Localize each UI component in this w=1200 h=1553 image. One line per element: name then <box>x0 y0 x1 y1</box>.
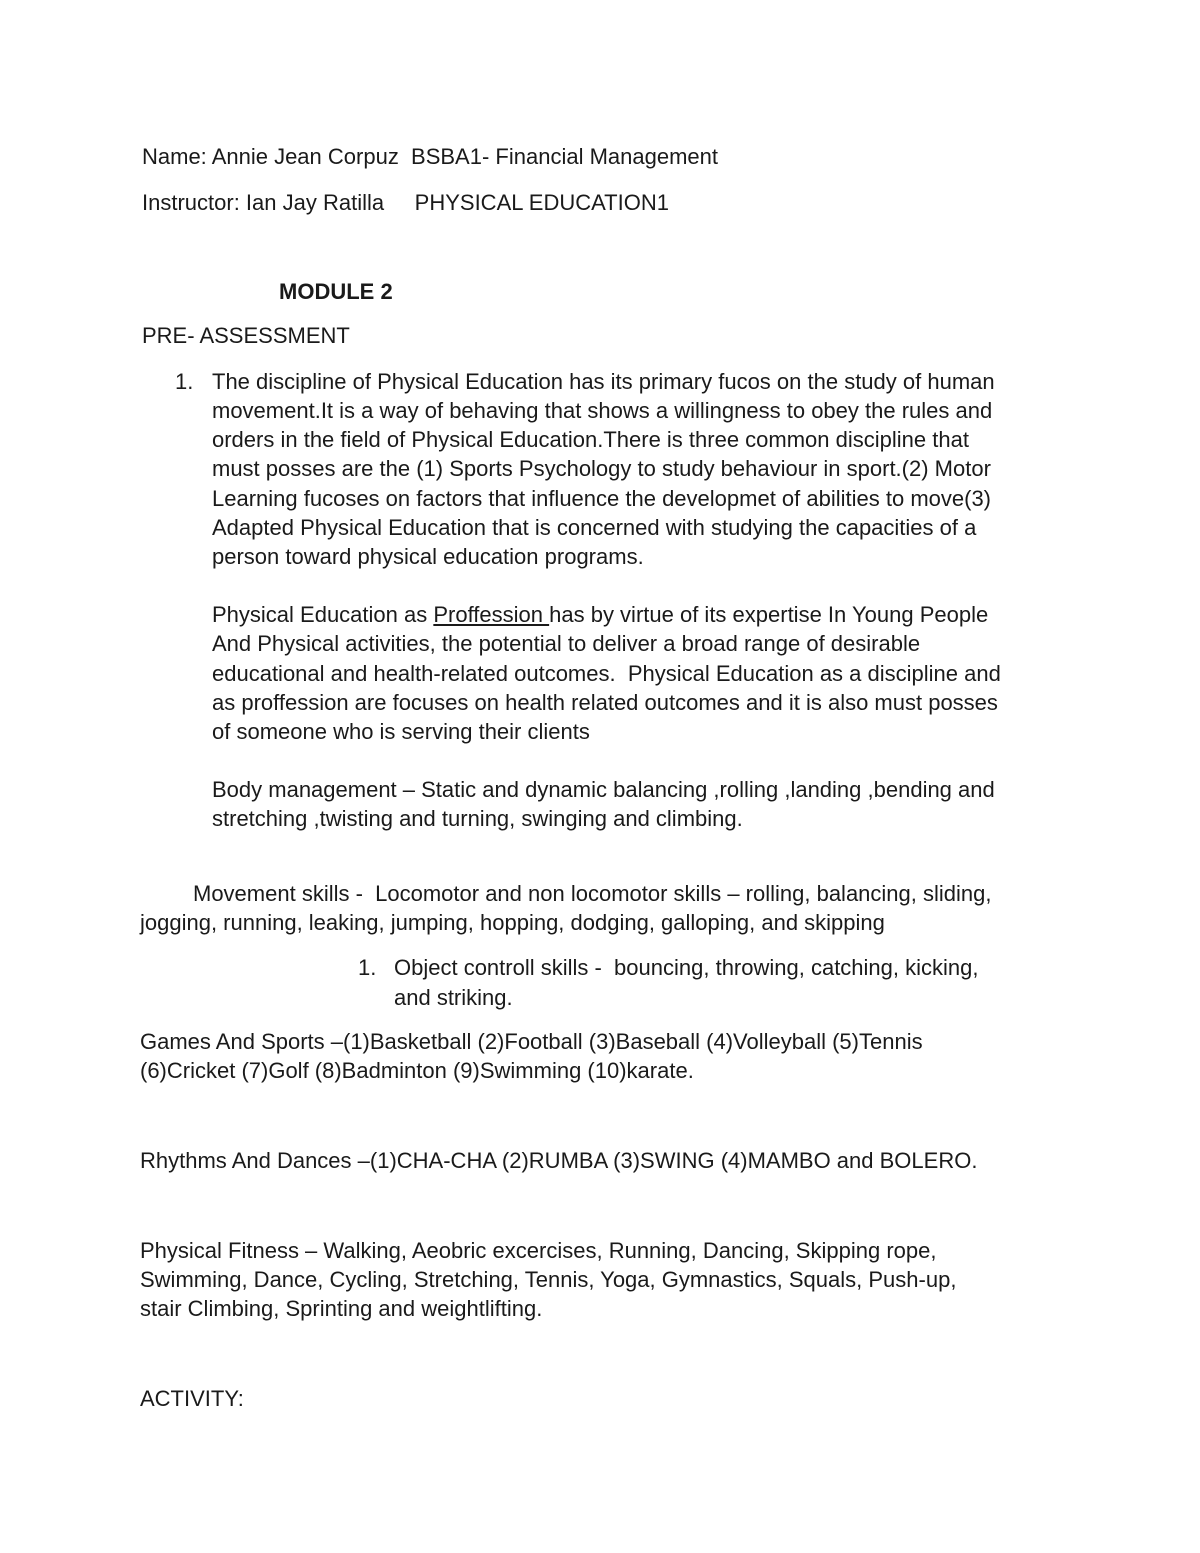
physical-fitness-line: Swimming, Dance, Cycling, Stretching, Tennis, Yoga, Gymnastics, Squals, Push-up, <box>140 1267 957 1292</box>
item1-line: Learning fucoses on factors that influence the developmet of abilities to move(3) <box>212 486 992 511</box>
instructor-line: Instructor: Ian Jay Ratilla PHYSICAL EDUCATION1 <box>142 190 669 215</box>
pre-assessment-heading: PRE- ASSESSMENT <box>142 323 350 348</box>
body-management-line: stretching ,twisting and turning, swinging and climbing. <box>212 806 743 831</box>
profession-line: of someone who is serving their clients <box>212 719 590 744</box>
rhythms-dances-line: Rhythms And Dances –(1)CHA-CHA (2)RUMBA (3)SWING (4)MAMBO and BOLERO. <box>140 1148 978 1173</box>
module-title: MODULE 2 <box>279 279 393 304</box>
item1-line: The discipline of Physical Education has its primary fucos on the study of human <box>212 369 995 394</box>
profession-line: And Physical activities, the potential to deliver a broad range of desirable <box>212 631 921 656</box>
activity-heading: ACTIVITY: <box>140 1386 244 1411</box>
profession-prefix: Physical Education as <box>212 602 434 627</box>
physical-fitness-line: Physical Fitness – Walking, Aeobric excercises, Running, Dancing, Skipping rope, <box>140 1238 937 1263</box>
item1-line: must posses are the (1) Sports Psychology to study behaviour in sport.(2) Motor <box>212 456 991 481</box>
object-control-line: and striking. <box>394 985 513 1010</box>
movement-skills-line: jogging, running, leaking, jumping, hopping, dodging, galloping, and skipping <box>140 910 885 935</box>
item1-line: movement.It is a way of behaving that shows a willingness to obey the rules and <box>212 398 993 423</box>
item1-line: Adapted Physical Education that is concerned with studying the capacities of a <box>212 515 977 540</box>
object-control-line: Object controll skills - bouncing, throwing, catching, kicking, <box>394 955 979 980</box>
list-number: 1. <box>175 369 194 394</box>
name-line: Name: Annie Jean Corpuz BSBA1- Financial Management <box>142 144 718 169</box>
item1-line: person toward physical education programs. <box>212 544 644 569</box>
body-management-line: Body management – Static and dynamic balancing ,rolling ,landing ,bending and <box>212 777 995 802</box>
physical-fitness-line: stair Climbing, Sprinting and weightlifting. <box>140 1296 543 1321</box>
profession-line <box>212 600 988 629</box>
games-sports-line: Games And Sports –(1)Basketball (2)Football (3)Baseball (4)Volleyball (5)Tennis <box>140 1029 923 1054</box>
item1-line: orders in the field of Physical Education.There is three common discipline that <box>212 427 969 452</box>
profession-underlined: Proffession <box>433 602 550 627</box>
profession-line: educational and health-related outcomes. Physical Education as a discipline and <box>212 661 1001 686</box>
list-number: 1. <box>358 955 377 980</box>
games-sports-line: (6)Cricket (7)Golf (8)Badminton (9)Swimming (10)karate. <box>140 1058 694 1083</box>
profession-line: as proffession are focuses on health related outcomes and it is also must posses <box>212 690 998 715</box>
movement-skills-line: Movement skills - Locomotor and non locomotor skills – rolling, balancing, sliding, <box>193 881 992 906</box>
profession-rest: has by virtue of its expertise In Young People <box>549 602 989 627</box>
